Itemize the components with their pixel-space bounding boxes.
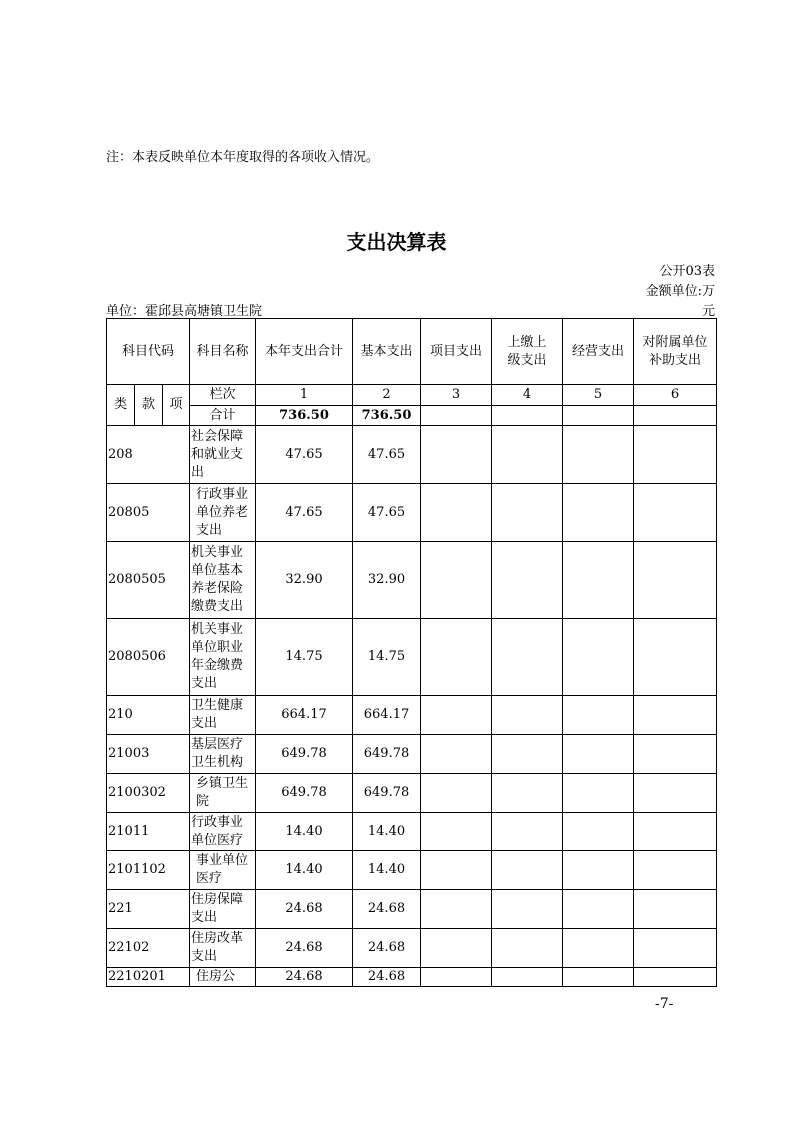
- basic-expenditure: 32.90: [353, 542, 421, 619]
- basic-expenditure: 649.78: [353, 774, 421, 813]
- total-expenditure: 14.40: [256, 813, 353, 851]
- header-lei: 类: [107, 385, 135, 426]
- empty-cell: [634, 542, 717, 619]
- empty-cell: [421, 542, 492, 619]
- subject-code: 22102: [107, 929, 190, 968]
- empty-cell: [634, 735, 717, 774]
- total-expenditure: 649.78: [256, 774, 353, 813]
- empty-cell: [492, 890, 563, 929]
- column-number: 1: [256, 385, 353, 406]
- basic-expenditure: 14.40: [353, 813, 421, 851]
- empty-cell: [563, 735, 634, 774]
- total-expenditure: 24.68: [256, 929, 353, 968]
- subject-code: 2210201: [107, 968, 190, 987]
- page-title: 支出决算表: [346, 230, 447, 254]
- empty-cell: [492, 484, 563, 542]
- total-expenditure: 14.75: [256, 619, 353, 696]
- empty-cell: [421, 851, 492, 890]
- subject-name: 行政事业单位养老支出: [190, 484, 256, 542]
- header-xiang: 项: [163, 385, 190, 426]
- empty-cell: [492, 774, 563, 813]
- empty-cell: [634, 929, 717, 968]
- table-number: 公开03表: [659, 264, 715, 279]
- empty-cell: [634, 774, 717, 813]
- table-row: [107, 968, 717, 987]
- empty-cell: [563, 542, 634, 619]
- header-subsidy: 对附属单位补助支出: [634, 319, 717, 385]
- subject-code: 2080505: [107, 542, 190, 619]
- subject-name: 基层医疗卫生机构: [190, 735, 256, 774]
- empty-cell: [563, 968, 634, 987]
- header-project: 项目支出: [421, 319, 492, 385]
- page-number: -7-: [655, 996, 674, 1012]
- expenditure-table: [106, 318, 717, 987]
- empty-cell: [492, 813, 563, 851]
- header-upper: 上缴上级支出: [492, 319, 563, 385]
- empty-cell: [563, 929, 634, 968]
- basic-expenditure: 24.68: [353, 890, 421, 929]
- table-row: [107, 774, 717, 813]
- basic-expenditure: 47.65: [353, 426, 421, 484]
- table-row: [107, 542, 717, 619]
- subject-code: 21011: [107, 813, 190, 851]
- empty-cell: [634, 813, 717, 851]
- empty-cell: [634, 968, 717, 987]
- amount-unit-suffix: 元: [701, 304, 715, 319]
- empty-cell: [421, 968, 492, 987]
- empty-cell: [421, 929, 492, 968]
- total-expenditure: 649.78: [256, 735, 353, 774]
- total-expenditure: 664.17: [256, 696, 353, 735]
- table-row: [107, 929, 717, 968]
- subject-name: 住房公: [190, 968, 256, 987]
- subject-name: 事业单位医疗: [190, 851, 256, 890]
- total-expenditure: 24.68: [256, 968, 353, 987]
- header-total: 本年支出合计: [256, 319, 353, 385]
- empty-cell: [421, 696, 492, 735]
- empty-cell: [563, 890, 634, 929]
- unit-label: 单位：霍邱县高塘镇卫生院: [106, 304, 263, 319]
- header-subject-code: 科目代码: [107, 319, 190, 385]
- table-row: [107, 426, 717, 484]
- empty-cell: [492, 851, 563, 890]
- subject-code: 221: [107, 890, 190, 929]
- subject-code: 2080506: [107, 619, 190, 696]
- header-lanci: 栏次: [190, 385, 256, 406]
- subject-name: 社会保障和就业支出: [190, 426, 256, 484]
- header-kuan: 款: [135, 385, 163, 426]
- table-row: [107, 735, 717, 774]
- table-row: [107, 890, 717, 929]
- column-number: 2: [353, 385, 421, 406]
- column-number: 4: [492, 385, 563, 406]
- subject-code: 210: [107, 696, 190, 735]
- empty-cell: [421, 619, 492, 696]
- empty-cell: [492, 619, 563, 696]
- basic-expenditure: 47.65: [353, 484, 421, 542]
- empty-cell: [634, 484, 717, 542]
- empty-cell: [634, 851, 717, 890]
- empty-cell: [421, 426, 492, 484]
- basic-expenditure: 14.40: [353, 851, 421, 890]
- empty-cell: [421, 813, 492, 851]
- empty-cell: [492, 426, 563, 484]
- table-row: [107, 851, 717, 890]
- empty-cell: [563, 851, 634, 890]
- subject-name: 住房改革支出: [190, 929, 256, 968]
- subject-name: 住房保障支出: [190, 890, 256, 929]
- total-label: 合计: [190, 406, 256, 426]
- subject-name: 行政事业单位医疗: [190, 813, 256, 851]
- total-expenditure: 32.90: [256, 542, 353, 619]
- empty-cell: [563, 696, 634, 735]
- subject-code: 2101102: [107, 851, 190, 890]
- empty-cell: [421, 735, 492, 774]
- table-row: [107, 484, 717, 542]
- empty-cell: [563, 813, 634, 851]
- column-number: 6: [634, 385, 717, 406]
- empty-cell: [563, 484, 634, 542]
- subject-code: 2100302: [107, 774, 190, 813]
- empty-cell: [563, 619, 634, 696]
- basic-expenditure: 14.75: [353, 619, 421, 696]
- subject-name: 机关事业单位基本养老保险缴费支出: [190, 542, 256, 619]
- column-number: 3: [421, 385, 492, 406]
- basic-expenditure: 24.68: [353, 929, 421, 968]
- subject-code: 21003: [107, 735, 190, 774]
- basic-expenditure: 649.78: [353, 735, 421, 774]
- header-basic: 基本支出: [353, 319, 421, 385]
- total-value: 736.50: [256, 406, 353, 426]
- empty-cell: [492, 929, 563, 968]
- table-row: [107, 619, 717, 696]
- empty-cell: [563, 774, 634, 813]
- header-subject-name: 科目名称: [190, 319, 256, 385]
- subject-name: 卫生健康支出: [190, 696, 256, 735]
- empty-cell: [492, 542, 563, 619]
- total-expenditure: 47.65: [256, 484, 353, 542]
- table-row: [107, 813, 717, 851]
- empty-cell: [563, 426, 634, 484]
- total-expenditure: 24.68: [256, 890, 353, 929]
- subject-name: 机关事业单位职业年金缴费支出: [190, 619, 256, 696]
- empty-cell: [634, 619, 717, 696]
- empty-cell: [421, 484, 492, 542]
- basic-expenditure: 24.68: [353, 968, 421, 987]
- total-expenditure: 14.40: [256, 851, 353, 890]
- header-business: 经营支出: [563, 319, 634, 385]
- basic-expenditure: 664.17: [353, 696, 421, 735]
- table-note: 注：本表反映单位本年度取得的各项收入情况。: [106, 150, 380, 165]
- amount-unit: 金额单位:万: [645, 284, 715, 299]
- empty-cell: [634, 696, 717, 735]
- table-row: [107, 696, 717, 735]
- empty-cell: [421, 774, 492, 813]
- column-number: 5: [563, 385, 634, 406]
- total-basic-value: 736.50: [353, 406, 421, 426]
- total-expenditure: 47.65: [256, 426, 353, 484]
- empty-cell: [634, 426, 717, 484]
- empty-cell: [492, 735, 563, 774]
- subject-code: 20805: [107, 484, 190, 542]
- subject-code: 208: [107, 426, 190, 484]
- empty-cell: [421, 890, 492, 929]
- empty-cell: [634, 890, 717, 929]
- subject-name: 乡镇卫生院: [190, 774, 256, 813]
- empty-cell: [492, 696, 563, 735]
- empty-cell: [492, 968, 563, 987]
